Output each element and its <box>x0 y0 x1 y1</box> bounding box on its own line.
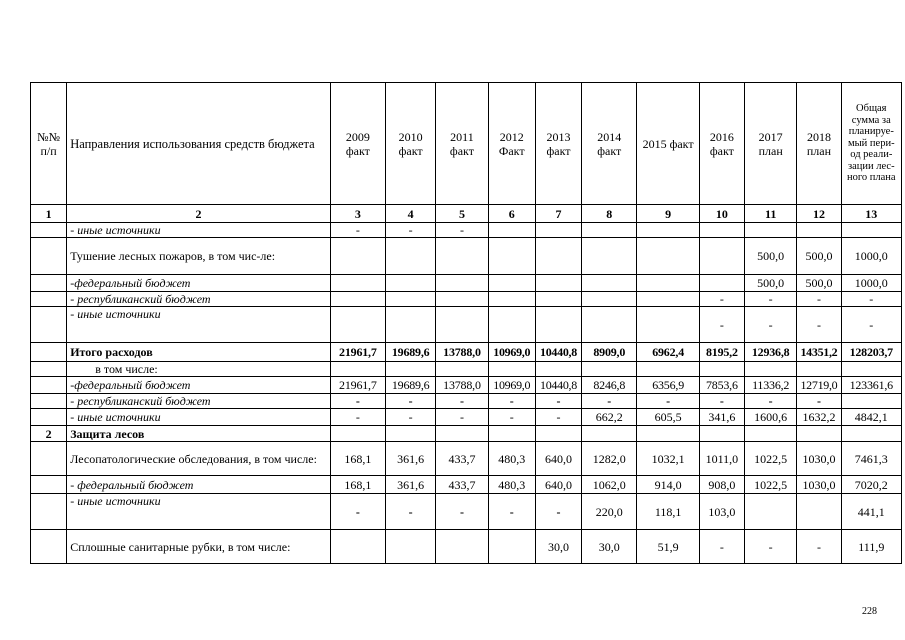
header-year: 2012 Факт <box>488 83 535 205</box>
cell-value <box>330 426 385 442</box>
cell-value <box>488 275 535 292</box>
budget-table <box>30 82 902 564</box>
cell-value: - <box>535 409 581 426</box>
cell-value: 30,0 <box>582 530 637 564</box>
cell-value <box>436 292 488 307</box>
cell-value: 103,0 <box>699 494 744 530</box>
row-label: - иные источники <box>67 307 331 343</box>
row-label: - республиканский бюджет <box>67 394 331 409</box>
cell-value: 500,0 <box>797 238 841 275</box>
cell-value: 7853,6 <box>699 377 744 394</box>
column-number: 9 <box>637 205 699 223</box>
cell-value <box>745 494 797 530</box>
cell-value <box>841 394 901 409</box>
cell-value <box>386 307 436 343</box>
cell-value <box>535 238 581 275</box>
cell-value: - <box>699 307 744 343</box>
cell-value: - <box>699 530 744 564</box>
cell-value: - <box>699 292 744 307</box>
row-label: в том числе: <box>67 362 331 377</box>
table-row <box>31 275 902 292</box>
table-row <box>31 494 902 530</box>
cell-value: 441,1 <box>841 494 901 530</box>
cell-value <box>797 494 841 530</box>
cell-value <box>699 223 744 238</box>
cell-value: - <box>699 394 744 409</box>
cell-value: 1022,5 <box>745 442 797 476</box>
header-year: 2016 факт <box>699 83 744 205</box>
cell-value: 640,0 <box>535 476 581 494</box>
cell-value: 8195,2 <box>699 343 744 362</box>
cell-value: - <box>637 394 699 409</box>
cell-value <box>535 292 581 307</box>
cell-value: 128203,7 <box>841 343 901 362</box>
row-number <box>31 494 67 530</box>
column-number: 3 <box>330 205 385 223</box>
cell-value <box>436 238 488 275</box>
cell-value: 8246,8 <box>582 377 637 394</box>
cell-value: 11336,2 <box>745 377 797 394</box>
table-row-section <box>31 426 902 442</box>
table-row <box>31 377 902 394</box>
column-number: 10 <box>699 205 744 223</box>
cell-value: 1011,0 <box>699 442 744 476</box>
cell-value <box>436 275 488 292</box>
cell-value <box>797 426 841 442</box>
column-number: 4 <box>386 205 436 223</box>
cell-value: 914,0 <box>637 476 699 494</box>
cell-value <box>637 223 699 238</box>
header-year: 2011 факт <box>436 83 488 205</box>
cell-value: - <box>386 223 436 238</box>
row-label: -федеральный бюджет <box>67 377 331 394</box>
header-num: №№ п/п <box>31 83 67 205</box>
row-label: Сплошные санитарные рубки, в том числе: <box>67 530 331 564</box>
cell-value <box>582 223 637 238</box>
cell-value <box>637 362 699 377</box>
column-number: 11 <box>745 205 797 223</box>
cell-value <box>330 530 385 564</box>
cell-value <box>745 223 797 238</box>
cell-value <box>699 362 744 377</box>
cell-value: 118,1 <box>637 494 699 530</box>
cell-value: 168,1 <box>330 442 385 476</box>
cell-value <box>535 426 581 442</box>
header-year: 2013 факт <box>535 83 581 205</box>
cell-value <box>699 275 744 292</box>
cell-value: 7461,3 <box>841 442 901 476</box>
cell-value <box>637 238 699 275</box>
cell-value: 4842,1 <box>841 409 901 426</box>
cell-value: - <box>797 307 841 343</box>
row-number <box>31 377 67 394</box>
cell-value <box>535 223 581 238</box>
header-year: 2015 факт <box>637 83 699 205</box>
cell-value <box>330 307 385 343</box>
row-label: - федеральный бюджет <box>67 476 331 494</box>
cell-value: 168,1 <box>330 476 385 494</box>
cell-value: 30,0 <box>535 530 581 564</box>
table-row <box>31 394 902 409</box>
cell-value <box>841 223 901 238</box>
cell-value: 21961,7 <box>330 343 385 362</box>
cell-value <box>330 275 385 292</box>
cell-value: 13788,0 <box>436 377 488 394</box>
row-label: - иные источники <box>67 223 331 238</box>
column-number: 5 <box>436 205 488 223</box>
cell-value: - <box>841 292 901 307</box>
row-number <box>31 476 67 494</box>
cell-value: - <box>535 394 581 409</box>
header-year: 2017 план <box>745 83 797 205</box>
row-number <box>31 530 67 564</box>
cell-value <box>535 275 581 292</box>
cell-value: - <box>436 394 488 409</box>
cell-value <box>745 362 797 377</box>
cell-value: 605,5 <box>637 409 699 426</box>
cell-value <box>488 362 535 377</box>
cell-value: 19689,6 <box>386 377 436 394</box>
cell-value: 480,3 <box>488 442 535 476</box>
column-number-row <box>31 205 902 223</box>
cell-value <box>535 362 581 377</box>
cell-value: 6356,9 <box>637 377 699 394</box>
cell-value <box>535 307 581 343</box>
row-number <box>31 307 67 343</box>
cell-value <box>745 426 797 442</box>
row-label: - иные источники <box>67 409 331 426</box>
row-label: Тушение лесных пожаров, в том чис-ле: <box>67 238 331 275</box>
cell-value: 12936,8 <box>745 343 797 362</box>
row-number <box>31 362 67 377</box>
cell-value: 10440,8 <box>535 343 581 362</box>
cell-value: - <box>745 394 797 409</box>
cell-value: - <box>841 307 901 343</box>
table-row <box>31 362 902 377</box>
cell-value: 1062,0 <box>582 476 637 494</box>
cell-value: - <box>797 292 841 307</box>
row-number <box>31 275 67 292</box>
cell-value <box>582 292 637 307</box>
cell-value: - <box>797 394 841 409</box>
cell-value <box>488 292 535 307</box>
cell-value <box>582 275 637 292</box>
cell-value: 10969,0 <box>488 343 535 362</box>
cell-value <box>488 223 535 238</box>
row-number <box>31 394 67 409</box>
cell-value: - <box>436 223 488 238</box>
column-number: 2 <box>67 205 331 223</box>
cell-value: 51,9 <box>637 530 699 564</box>
header-row <box>31 83 902 205</box>
row-label: - иные источники <box>67 494 331 530</box>
cell-value: 500,0 <box>745 275 797 292</box>
cell-value <box>582 307 637 343</box>
cell-value <box>582 362 637 377</box>
cell-value <box>436 307 488 343</box>
cell-value: 500,0 <box>745 238 797 275</box>
cell-value: - <box>745 530 797 564</box>
cell-value <box>637 426 699 442</box>
cell-value: 361,6 <box>386 476 436 494</box>
cell-value <box>582 238 637 275</box>
cell-value: 433,7 <box>436 476 488 494</box>
cell-value: 341,6 <box>699 409 744 426</box>
cell-value: 1030,0 <box>797 442 841 476</box>
cell-value <box>386 238 436 275</box>
column-number: 1 <box>31 205 67 223</box>
cell-value: 433,7 <box>436 442 488 476</box>
cell-value: - <box>330 494 385 530</box>
header-year: 2009 факт <box>330 83 385 205</box>
column-number: 6 <box>488 205 535 223</box>
cell-value: - <box>330 409 385 426</box>
cell-value <box>797 362 841 377</box>
cell-value: - <box>745 307 797 343</box>
table-row <box>31 238 902 275</box>
cell-value: 8909,0 <box>582 343 637 362</box>
cell-value <box>436 426 488 442</box>
cell-value <box>637 292 699 307</box>
cell-value <box>386 362 436 377</box>
cell-value <box>436 362 488 377</box>
cell-value: 1022,5 <box>745 476 797 494</box>
cell-value <box>488 426 535 442</box>
cell-value: - <box>386 394 436 409</box>
cell-value: 662,2 <box>582 409 637 426</box>
cell-value: - <box>488 409 535 426</box>
table-row <box>31 292 902 307</box>
table-row <box>31 530 902 564</box>
row-number <box>31 343 67 362</box>
cell-value: - <box>436 409 488 426</box>
row-number <box>31 409 67 426</box>
cell-value <box>699 426 744 442</box>
page-number: 228 <box>862 606 877 617</box>
cell-value: 908,0 <box>699 476 744 494</box>
table-row <box>31 409 902 426</box>
cell-value: 10440,8 <box>535 377 581 394</box>
table-row <box>31 307 902 343</box>
header-year: 2014 факт <box>582 83 637 205</box>
header-direction: Направления использования средств бюджета <box>67 83 331 205</box>
cell-value: 13788,0 <box>436 343 488 362</box>
header-year: 2010 факт <box>386 83 436 205</box>
cell-value: 12719,0 <box>797 377 841 394</box>
cell-value: - <box>488 394 535 409</box>
cell-value <box>386 530 436 564</box>
row-label: - республиканский бюджет <box>67 292 331 307</box>
cell-value: - <box>745 292 797 307</box>
cell-value <box>386 292 436 307</box>
column-number: 8 <box>582 205 637 223</box>
table-row <box>31 223 902 238</box>
cell-value: - <box>582 394 637 409</box>
cell-value <box>699 238 744 275</box>
cell-value <box>488 238 535 275</box>
cell-value <box>330 238 385 275</box>
cell-value: - <box>488 494 535 530</box>
cell-value: 1032,1 <box>637 442 699 476</box>
row-label: Защита лесов <box>67 426 331 442</box>
cell-value: - <box>386 494 436 530</box>
cell-value: 123361,6 <box>841 377 901 394</box>
row-label: Итого расходов <box>67 343 331 362</box>
cell-value <box>841 426 901 442</box>
cell-value: 480,3 <box>488 476 535 494</box>
cell-value <box>582 426 637 442</box>
cell-value <box>488 307 535 343</box>
cell-value: - <box>436 494 488 530</box>
cell-value: 1000,0 <box>841 238 901 275</box>
row-label: Лесопатологические обследования, в том числе: <box>67 442 331 476</box>
cell-value <box>637 307 699 343</box>
cell-value: - <box>330 394 385 409</box>
row-number <box>31 442 67 476</box>
cell-value <box>841 362 901 377</box>
column-number: 13 <box>841 205 901 223</box>
cell-value: 220,0 <box>582 494 637 530</box>
cell-value: - <box>535 494 581 530</box>
cell-value <box>797 223 841 238</box>
header-year: 2018 план <box>797 83 841 205</box>
cell-value: - <box>330 223 385 238</box>
row-number <box>31 292 67 307</box>
cell-value <box>637 275 699 292</box>
table-row <box>31 442 902 476</box>
cell-value <box>386 426 436 442</box>
cell-value: 1600,6 <box>745 409 797 426</box>
column-number: 12 <box>797 205 841 223</box>
cell-value: 14351,2 <box>797 343 841 362</box>
cell-value <box>436 530 488 564</box>
header-total: Общая сумма за планируе-мый пери-од реали-зации лес-ного плана <box>841 83 901 205</box>
cell-value: 1000,0 <box>841 275 901 292</box>
cell-value <box>330 362 385 377</box>
cell-value: 111,9 <box>841 530 901 564</box>
cell-value: 500,0 <box>797 275 841 292</box>
row-number <box>31 223 67 238</box>
cell-value: 19689,6 <box>386 343 436 362</box>
cell-value: 7020,2 <box>841 476 901 494</box>
table-row <box>31 476 902 494</box>
cell-value: - <box>386 409 436 426</box>
cell-value: 361,6 <box>386 442 436 476</box>
row-number <box>31 238 67 275</box>
cell-value: 1030,0 <box>797 476 841 494</box>
cell-value: 21961,7 <box>330 377 385 394</box>
row-label: -федеральный бюджет <box>67 275 331 292</box>
cell-value: 6962,4 <box>637 343 699 362</box>
cell-value: 1282,0 <box>582 442 637 476</box>
cell-value: 640,0 <box>535 442 581 476</box>
table-row-total <box>31 343 902 362</box>
cell-value: 10969,0 <box>488 377 535 394</box>
row-number: 2 <box>31 426 67 442</box>
cell-value: - <box>797 530 841 564</box>
cell-value <box>330 292 385 307</box>
cell-value <box>488 530 535 564</box>
cell-value: 1632,2 <box>797 409 841 426</box>
column-number: 7 <box>535 205 581 223</box>
cell-value <box>386 275 436 292</box>
